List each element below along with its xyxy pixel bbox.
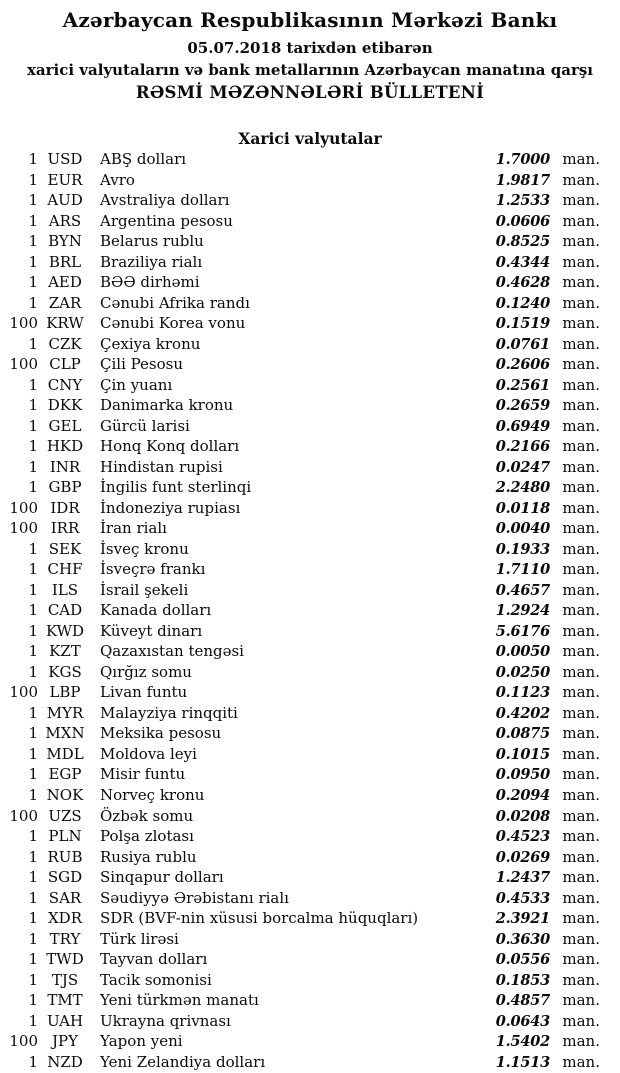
currency-quantity: 1 xyxy=(28,211,38,230)
currency-rate: 0.0250 xyxy=(495,663,550,681)
currency-name: Səudiyyə Ərəbistanı rialı xyxy=(100,888,289,907)
table-row xyxy=(0,724,620,745)
currency-rate: 0.0118 xyxy=(495,499,550,517)
currency-code: TWD xyxy=(46,950,84,969)
currency-name: SDR (BVF-nin xüsusi borcalma hüquqları) xyxy=(100,909,419,928)
currency-rate: 0.1015 xyxy=(495,745,550,763)
currency-code: SGD xyxy=(47,868,83,887)
currency-name: Avstraliya dolları xyxy=(100,191,230,210)
currency-name: İsrail şekeli xyxy=(100,580,189,599)
table-row xyxy=(0,1032,620,1053)
currency-quantity: 1 xyxy=(28,232,38,251)
rate-unit: man. xyxy=(562,847,600,866)
currency-quantity: 1 xyxy=(28,416,38,435)
rate-unit: man. xyxy=(562,888,600,907)
rate-unit: man. xyxy=(562,683,600,702)
table-row xyxy=(0,437,620,458)
currency-quantity: 100 xyxy=(9,806,38,825)
table-row xyxy=(0,622,620,643)
currency-rate: 1.7000 xyxy=(495,151,550,168)
currency-name: Livan funtu xyxy=(100,683,188,702)
bulletin-subtitle: xarici valyutaların və bank metallarının Azərbaycan manatına qarşı xyxy=(26,61,594,79)
currency-quantity: 1 xyxy=(28,478,38,497)
currency-rate: 0.1933 xyxy=(495,540,550,558)
currency-code: MXN xyxy=(45,724,85,743)
rate-unit: man. xyxy=(562,929,600,948)
currency-rate: 0.2561 xyxy=(495,376,550,394)
rate-unit: man. xyxy=(562,909,600,928)
currency-quantity: 1 xyxy=(28,847,38,866)
rate-unit: man. xyxy=(562,478,600,497)
rate-unit: man. xyxy=(562,765,600,784)
currency-name: Türk lirəsi xyxy=(100,929,179,948)
currency-name: Braziliya rialı xyxy=(100,252,203,271)
currency-code: LBP xyxy=(49,683,81,702)
currency-code: CHF xyxy=(47,560,83,579)
table-row xyxy=(0,499,620,520)
currency-rate: 0.0556 xyxy=(495,951,550,969)
currency-rate: 1.1513 xyxy=(495,1053,550,1071)
rate-unit: man. xyxy=(562,806,600,825)
currency-rate: 0.1240 xyxy=(495,294,550,312)
rate-unit: man. xyxy=(562,1011,600,1030)
rate-unit: man. xyxy=(562,642,600,661)
rate-unit: man. xyxy=(562,273,600,292)
currency-rate: 0.2659 xyxy=(495,397,550,415)
currency-name: Honq Konq dolları xyxy=(100,437,240,456)
rates-table xyxy=(0,150,620,1073)
table-row xyxy=(0,150,620,171)
currency-rate: 0.2606 xyxy=(495,356,550,374)
currency-rate: 0.4628 xyxy=(495,274,550,292)
rate-unit: man. xyxy=(562,950,600,969)
currency-rate: 0.0040 xyxy=(495,520,550,538)
currency-quantity: 1 xyxy=(28,580,38,599)
currency-rate: 1.2924 xyxy=(495,602,550,620)
currency-code: DKK xyxy=(47,396,83,415)
currency-name: Kanada dolları xyxy=(100,601,212,620)
table-row xyxy=(0,212,620,233)
currency-quantity: 1 xyxy=(28,785,38,804)
currency-quantity: 1 xyxy=(28,539,38,558)
table-row xyxy=(0,191,620,212)
currency-rate: 0.4344 xyxy=(495,253,550,271)
currency-code: IRR xyxy=(50,519,80,538)
currency-name: İsveç kronu xyxy=(100,539,189,558)
currency-rate: 0.4857 xyxy=(495,992,550,1010)
currency-quantity: 1 xyxy=(28,724,38,743)
currency-code: IDR xyxy=(50,498,80,517)
currency-code: BYN xyxy=(48,232,82,251)
rate-unit: man. xyxy=(562,785,600,804)
currency-code: NZD xyxy=(47,1052,83,1071)
rate-unit: man. xyxy=(562,703,600,722)
currency-name: Ukrayna qrivnası xyxy=(100,1011,231,1030)
rate-unit: man. xyxy=(562,580,600,599)
currency-name: Cənubi Afrika randı xyxy=(100,293,250,312)
currency-rate: 0.0950 xyxy=(495,766,550,784)
currency-quantity: 1 xyxy=(28,703,38,722)
rate-unit: man. xyxy=(562,621,600,640)
rate-unit: man. xyxy=(562,355,600,374)
currency-rate: 0.4533 xyxy=(495,889,550,907)
table-row xyxy=(0,971,620,992)
table-row xyxy=(0,683,620,704)
currency-rate: 5.6176 xyxy=(495,622,550,640)
rate-unit: man. xyxy=(562,991,600,1010)
table-row xyxy=(0,765,620,786)
rate-unit: man. xyxy=(562,519,600,538)
rate-unit: man. xyxy=(562,437,600,456)
table-row xyxy=(0,807,620,828)
currency-code: CAD xyxy=(47,601,83,620)
currency-quantity: 1 xyxy=(28,662,38,681)
rate-unit: man. xyxy=(562,539,600,558)
table-row xyxy=(0,1053,620,1073)
currency-code: KWD xyxy=(45,621,85,640)
currency-code: KRW xyxy=(46,314,84,333)
table-row xyxy=(0,376,620,397)
table-row xyxy=(0,745,620,766)
currency-name: Belarus rublu xyxy=(100,232,204,251)
currency-name: Çili Pesosu xyxy=(100,355,184,374)
currency-quantity: 1 xyxy=(28,970,38,989)
currency-name: Gürcü larisi xyxy=(100,416,190,435)
currency-quantity: 1 xyxy=(28,437,38,456)
currency-rate: 0.2166 xyxy=(495,438,550,456)
rate-unit: man. xyxy=(562,970,600,989)
currency-quantity: 100 xyxy=(9,314,38,333)
currency-name: Moldova leyi xyxy=(100,744,197,763)
table-row xyxy=(0,355,620,376)
currency-code: TJS xyxy=(51,970,79,989)
currency-name: Tayvan dolları xyxy=(100,950,208,969)
currency-quantity: 100 xyxy=(9,519,38,538)
currency-name: Cənubi Korea vonu xyxy=(100,314,246,333)
currency-quantity: 1 xyxy=(28,560,38,579)
rate-unit: man. xyxy=(562,560,600,579)
currency-code: ZAR xyxy=(48,293,82,312)
currency-quantity: 1 xyxy=(28,950,38,969)
currency-rate: 0.0208 xyxy=(495,807,550,825)
rate-unit: man. xyxy=(562,868,600,887)
currency-code: EUR xyxy=(47,170,83,189)
currency-rate: 1.7110 xyxy=(495,561,550,579)
currency-quantity: 1 xyxy=(28,191,38,210)
table-row xyxy=(0,889,620,910)
currency-quantity: 1 xyxy=(28,888,38,907)
currency-name: Malayziya rinqqiti xyxy=(100,703,238,722)
currency-code: ARS xyxy=(48,211,82,230)
currency-quantity: 100 xyxy=(9,683,38,702)
currency-quantity: 1 xyxy=(28,375,38,394)
rate-unit: man. xyxy=(562,191,600,210)
currency-name: Hindistan rupisi xyxy=(100,457,223,476)
table-row xyxy=(0,253,620,274)
currency-name: Yapon yeni xyxy=(100,1032,183,1051)
currency-name: İngilis funt sterlinqi xyxy=(100,478,252,497)
currency-quantity: 1 xyxy=(28,1052,38,1071)
currency-quantity: 1 xyxy=(28,642,38,661)
currency-name: İndoneziya rupiası xyxy=(100,498,241,517)
currency-code: BRL xyxy=(48,252,82,271)
table-row xyxy=(0,273,620,294)
section-title-foreign-currencies: Xarici valyutalar xyxy=(238,129,382,148)
table-row xyxy=(0,294,620,315)
currency-quantity: 1 xyxy=(28,150,38,168)
rate-unit: man. xyxy=(562,252,600,271)
currency-quantity: 1 xyxy=(28,396,38,415)
currency-code: MYR xyxy=(46,703,84,722)
currency-rate: 0.0643 xyxy=(495,1012,550,1030)
rate-unit: man. xyxy=(562,601,600,620)
currency-name: Yeni Zelandiya dolları xyxy=(100,1052,266,1071)
table-row xyxy=(0,519,620,540)
currency-code: ILS xyxy=(51,580,79,599)
currency-code: XDR xyxy=(48,909,82,928)
currency-code: SAR xyxy=(48,888,82,907)
currency-code: CLP xyxy=(49,355,81,374)
currency-quantity: 100 xyxy=(9,1032,38,1051)
table-row xyxy=(0,314,620,335)
currency-rate: 1.9817 xyxy=(495,171,550,189)
currency-code: EGP xyxy=(48,765,82,784)
currency-rate: 0.1519 xyxy=(495,315,550,333)
currency-name: BƏƏ dirhəmi xyxy=(100,273,200,292)
table-row xyxy=(0,663,620,684)
rate-unit: man. xyxy=(562,334,600,353)
rate-unit: man. xyxy=(562,1032,600,1051)
currency-quantity: 1 xyxy=(28,252,38,271)
currency-rate: 0.0875 xyxy=(495,725,550,743)
currency-name: Qırğız somu xyxy=(100,662,192,681)
currency-code: AED xyxy=(48,273,82,292)
currency-rate: 0.0761 xyxy=(495,335,550,353)
currency-code: PLN xyxy=(48,827,82,846)
rate-unit: man. xyxy=(562,1052,600,1071)
currency-name: İsveçrə frankı xyxy=(100,560,206,579)
currency-code: AUD xyxy=(47,191,83,210)
currency-name: Çexiya kronu xyxy=(100,334,201,353)
currency-code: UAH xyxy=(46,1011,84,1030)
currency-code: GEL xyxy=(48,416,82,435)
currency-code: UZS xyxy=(48,806,82,825)
effective-date: 05.07.2018 tarixdən etibarən xyxy=(187,39,433,57)
currency-rate: 0.2094 xyxy=(495,786,550,804)
currency-rate: 0.3630 xyxy=(495,930,550,948)
currency-code: HKD xyxy=(46,437,84,456)
table-row xyxy=(0,478,620,499)
table-row xyxy=(0,335,620,356)
currency-rate: 0.4657 xyxy=(495,581,550,599)
currency-quantity: 1 xyxy=(28,827,38,846)
table-row xyxy=(0,581,620,602)
currency-rate: 0.4523 xyxy=(495,828,550,846)
currency-rate: 1.5402 xyxy=(495,1033,550,1051)
rate-unit: man. xyxy=(562,457,600,476)
currency-quantity: 100 xyxy=(9,498,38,517)
currency-code: RUB xyxy=(47,847,83,866)
table-row xyxy=(0,171,620,192)
rate-unit: man. xyxy=(562,396,600,415)
table-row xyxy=(0,458,620,479)
page-title: Azərbaycan Respublikasının Mərkəzi Bankı xyxy=(62,8,558,32)
currency-rate: 0.0269 xyxy=(495,848,550,866)
currency-code: INR xyxy=(49,457,81,476)
table-row xyxy=(0,950,620,971)
currency-rate: 0.1853 xyxy=(495,971,550,989)
currency-quantity: 1 xyxy=(28,293,38,312)
currency-quantity: 1 xyxy=(28,909,38,928)
rate-unit: man. xyxy=(562,293,600,312)
table-row xyxy=(0,396,620,417)
table-row xyxy=(0,1012,620,1033)
rate-unit: man. xyxy=(562,211,600,230)
currency-rate: 0.0606 xyxy=(495,212,550,230)
currency-quantity: 1 xyxy=(28,1011,38,1030)
table-row xyxy=(0,909,620,930)
table-row xyxy=(0,232,620,253)
rate-unit: man. xyxy=(562,744,600,763)
table-row xyxy=(0,848,620,869)
table-row xyxy=(0,560,620,581)
rate-unit: man. xyxy=(562,827,600,846)
currency-code: JPY xyxy=(51,1032,78,1051)
rate-unit: man. xyxy=(562,498,600,517)
currency-rate: 0.0247 xyxy=(495,458,550,476)
rate-unit: man. xyxy=(562,314,600,333)
currency-quantity: 1 xyxy=(28,601,38,620)
table-row xyxy=(0,704,620,725)
currency-code: NOK xyxy=(46,785,84,804)
currency-name: Polşa zlotası xyxy=(100,827,194,846)
currency-quantity: 1 xyxy=(28,744,38,763)
currency-rate: 0.8525 xyxy=(495,233,550,251)
table-row xyxy=(0,642,620,663)
table-row xyxy=(0,540,620,561)
rate-unit: man. xyxy=(562,724,600,743)
table-row xyxy=(0,786,620,807)
currency-name: Qazaxıstan tengəsi xyxy=(100,642,244,661)
currency-code: GBP xyxy=(48,478,82,497)
currency-code: MDL xyxy=(46,744,84,763)
currency-rate: 0.4202 xyxy=(495,704,550,722)
table-row xyxy=(0,827,620,848)
bulletin-title: RƏSMİ MƏZƏNNƏLƏRİ BÜLLETENİ xyxy=(135,83,485,102)
currency-rate: 0.1123 xyxy=(495,684,550,702)
currency-name: Danimarka kronu xyxy=(100,396,234,415)
rate-unit: man. xyxy=(562,416,600,435)
currency-quantity: 1 xyxy=(28,868,38,887)
currency-name: ABŞ dolları xyxy=(100,150,187,168)
currency-name: Meksika pesosu xyxy=(100,724,222,743)
currency-code: TRY xyxy=(49,929,81,948)
currency-quantity: 100 xyxy=(9,355,38,374)
currency-name: Özbək somu xyxy=(100,806,194,825)
table-row xyxy=(0,417,620,438)
rate-unit: man. xyxy=(562,170,600,189)
currency-quantity: 1 xyxy=(28,273,38,292)
currency-name: Çin yuanı xyxy=(100,375,173,394)
currency-name: Küveyt dinarı xyxy=(100,621,203,640)
currency-rate: 2.3921 xyxy=(495,910,550,928)
currency-name: Tacik somonisi xyxy=(100,970,212,989)
currency-rate: 2.2480 xyxy=(495,479,550,497)
currency-rate: 0.6949 xyxy=(495,417,550,435)
currency-quantity: 1 xyxy=(28,621,38,640)
currency-name: Avro xyxy=(100,170,135,189)
currency-name: Misir funtu xyxy=(100,765,186,784)
currency-quantity: 1 xyxy=(28,334,38,353)
currency-name: Argentina pesosu xyxy=(100,211,233,230)
currency-name: Sinqapur dolları xyxy=(100,868,224,887)
currency-quantity: 1 xyxy=(28,457,38,476)
currency-code: CZK xyxy=(48,334,82,353)
currency-name: Rusiya rublu xyxy=(100,847,197,866)
currency-rate: 1.2533 xyxy=(495,192,550,210)
currency-code: KGS xyxy=(48,662,82,681)
currency-code: KZT xyxy=(49,642,81,661)
table-row xyxy=(0,991,620,1012)
currency-code: SEK xyxy=(48,539,82,558)
currency-name: Norveç kronu xyxy=(100,785,205,804)
currency-code: CNY xyxy=(47,375,83,394)
currency-code: TMT xyxy=(47,991,83,1010)
currency-name: Yeni türkmən manatı xyxy=(100,991,259,1010)
currency-rate: 0.0050 xyxy=(495,643,550,661)
currency-quantity: 1 xyxy=(28,929,38,948)
rate-unit: man. xyxy=(562,232,600,251)
currency-quantity: 1 xyxy=(28,765,38,784)
rate-unit: man. xyxy=(562,375,600,394)
rate-unit: man. xyxy=(562,150,600,168)
currency-name: İran rialı xyxy=(100,519,167,538)
rate-unit: man. xyxy=(562,662,600,681)
currency-code: USD xyxy=(47,150,83,168)
table-row xyxy=(0,930,620,951)
table-row xyxy=(0,868,620,889)
currency-quantity: 1 xyxy=(28,991,38,1010)
currency-quantity: 1 xyxy=(28,170,38,189)
currency-rate: 1.2437 xyxy=(495,869,550,887)
table-row xyxy=(0,601,620,622)
